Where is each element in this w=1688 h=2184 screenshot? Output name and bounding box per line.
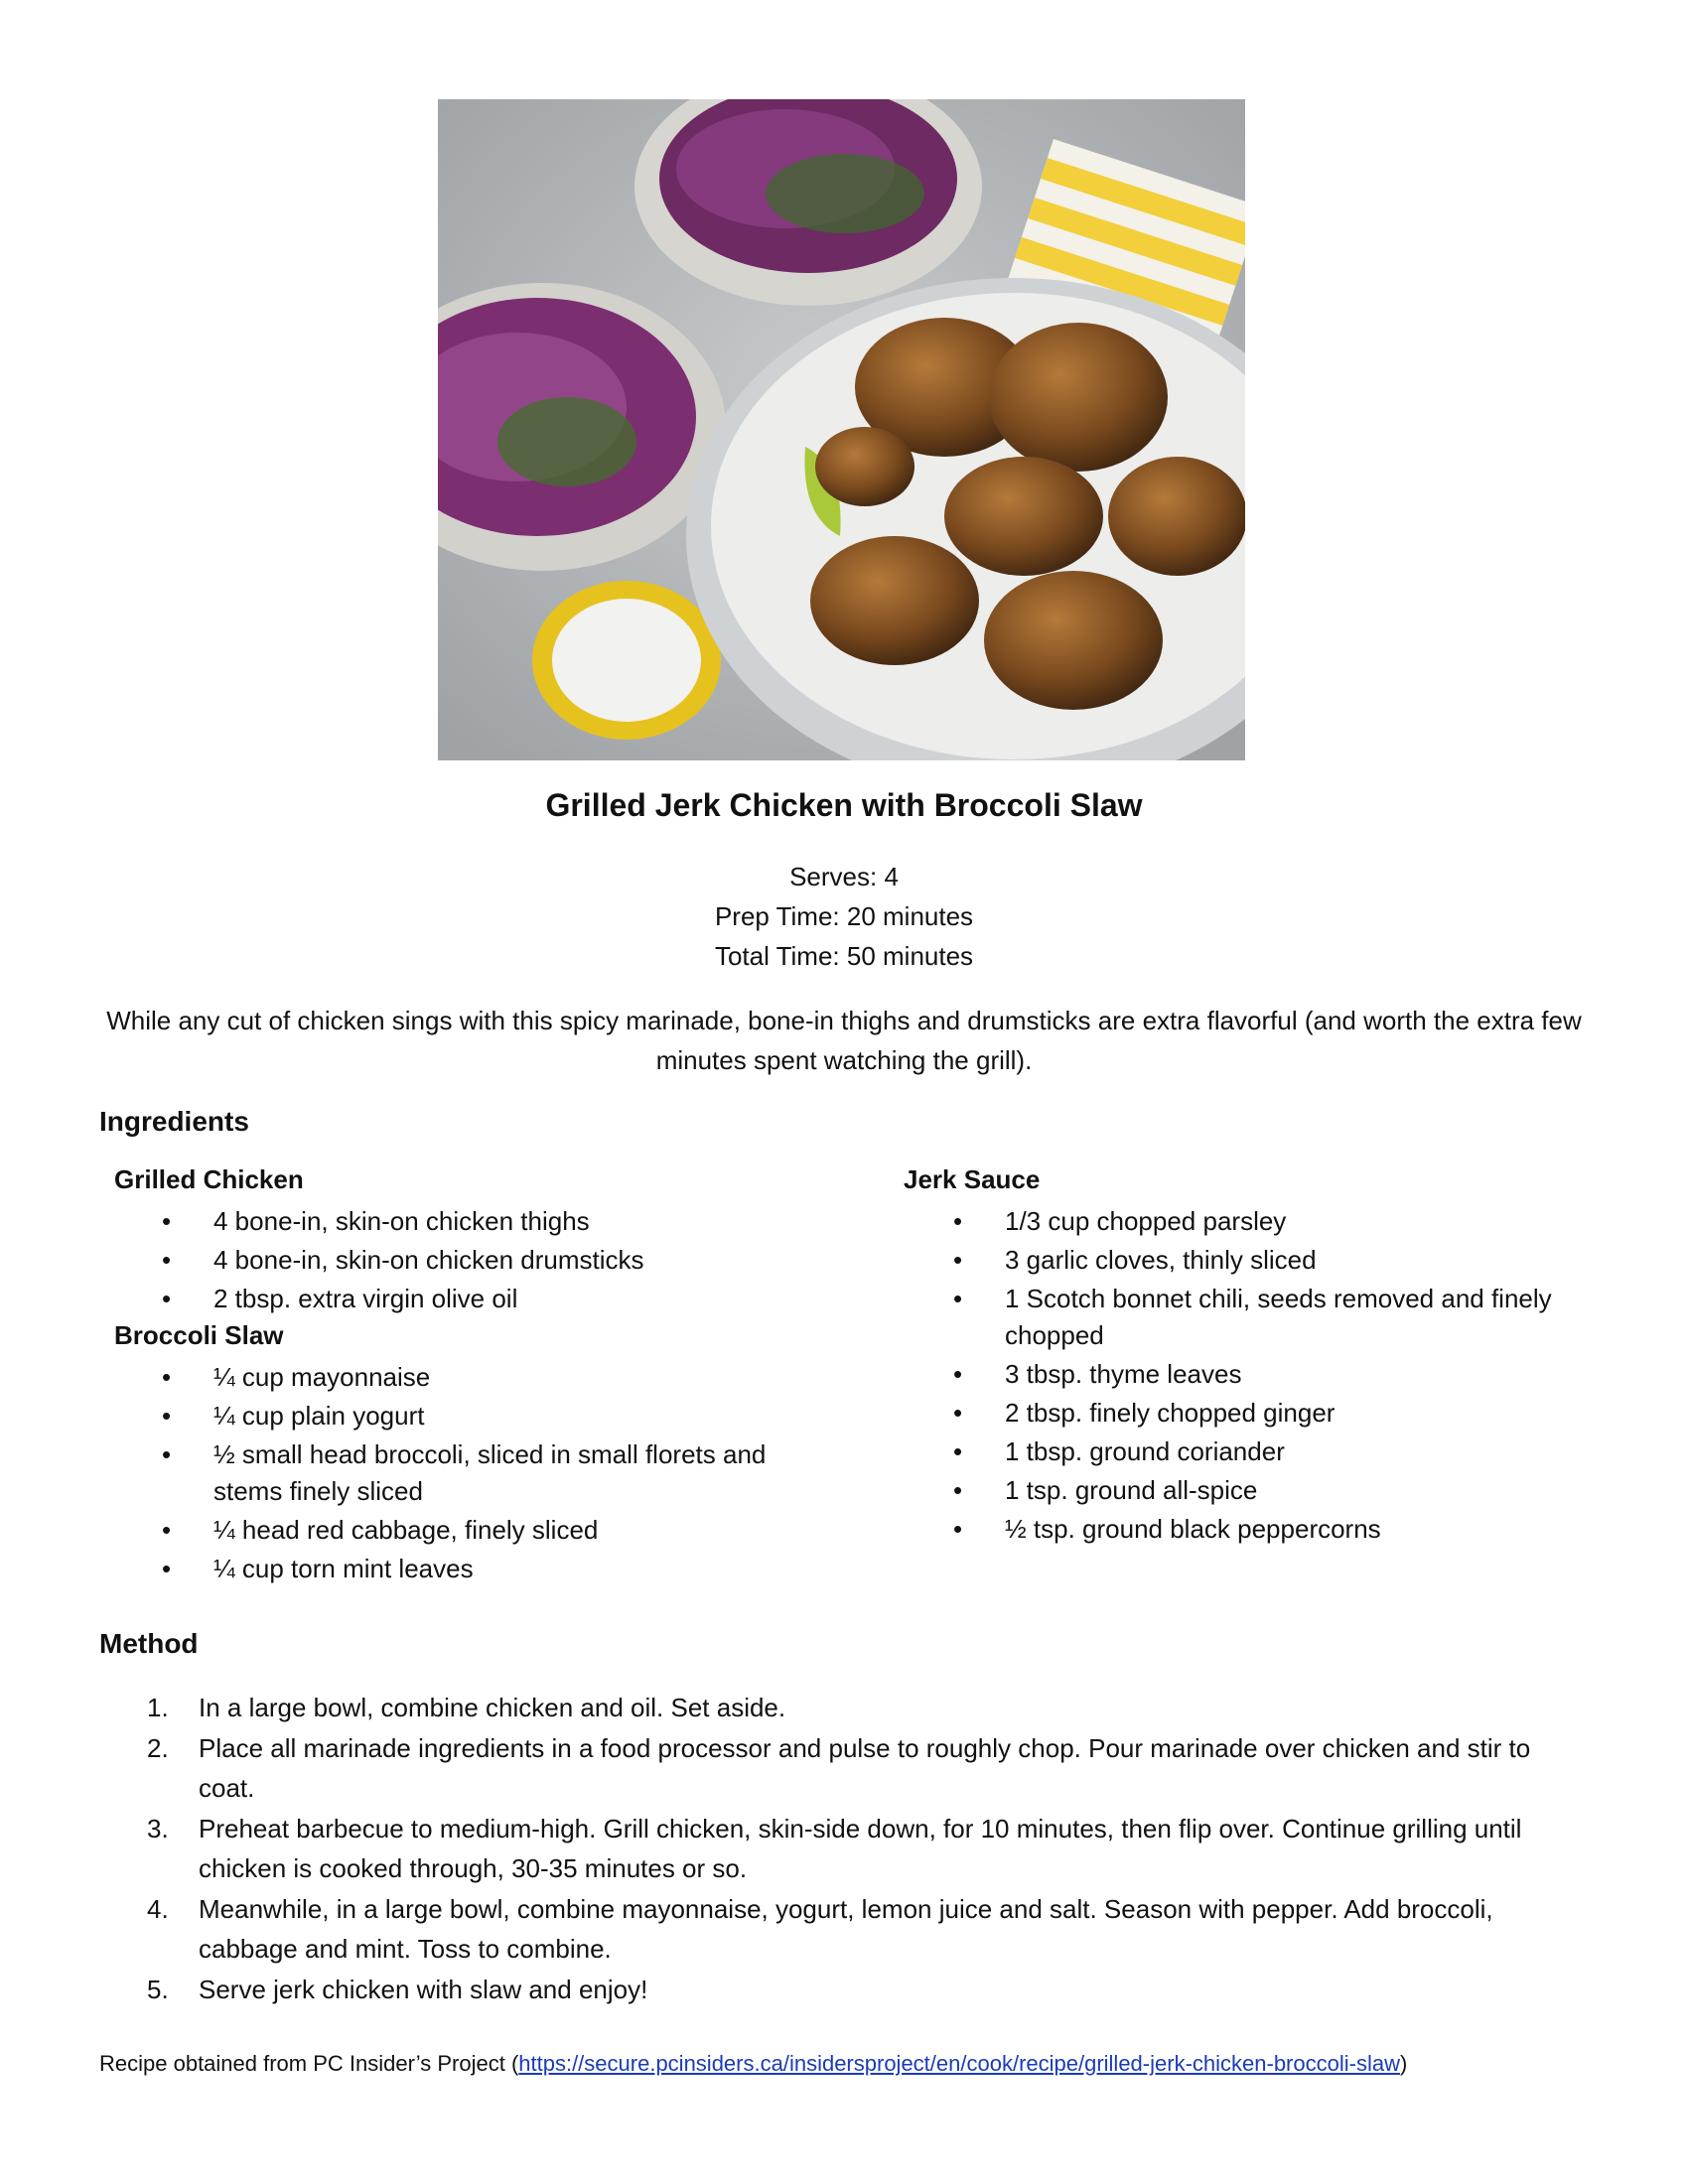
- list-item: • 3 garlic cloves, thinly sliced: [953, 1242, 1569, 1279]
- grilled-chicken-list: [162, 1203, 817, 1319]
- list-item: • 1 tbsp. ground coriander: [953, 1433, 1569, 1470]
- list-item: • 1 tsp. ground all-spice: [953, 1472, 1569, 1509]
- method-step: [147, 1970, 1577, 2009]
- method-steps: [147, 1688, 1577, 2010]
- step-text: In a large bowl, combine chicken and oil. Set aside.: [199, 1693, 786, 1722]
- list-item: • 3 tbsp. thyme leaves: [953, 1356, 1569, 1393]
- intro-text: While any cut of chicken sings with this spicy marinade, bone-in thighs and drumsticks are extra flavorful (and worth the extra few minutes spent watching the grill).: [106, 1006, 1582, 1075]
- step-number: 5.: [147, 1975, 169, 2004]
- list-item: • ½ small head broccoli, sliced in small florets and stems finely sliced: [162, 1436, 827, 1510]
- bullet: •: [953, 1398, 963, 1428]
- step-number: 2.: [147, 1733, 169, 1763]
- bullet: •: [953, 1436, 963, 1466]
- list-item: • 4 bone-in, skin-on chicken drumsticks: [162, 1242, 817, 1279]
- list-item: • ¼ cup torn mint leaves: [162, 1551, 827, 1587]
- list-item: • 4 bone-in, skin-on chicken thighs: [162, 1203, 817, 1240]
- list-item: • 2 tbsp. finely chopped ginger: [953, 1395, 1569, 1432]
- step-text: Preheat barbecue to medium-high. Grill chicken, skin-side down, for 10 minutes, then flip over. Continue grilling until chicken is cooked through, 30-35 minutes or so.: [199, 1814, 1522, 1883]
- bullet: •: [162, 1362, 172, 1392]
- method-heading: Method: [99, 1628, 199, 1659]
- recipe-title: Grilled Jerk Chicken with Broccoli Slaw: [545, 787, 1143, 823]
- serves: Serves: 4: [789, 862, 899, 891]
- step-number: 3.: [147, 1814, 169, 1843]
- list-item: • ¼ cup mayonnaise: [162, 1359, 827, 1396]
- list-item: • 1/3 cup chopped parsley: [953, 1203, 1569, 1240]
- bullet: •: [162, 1554, 172, 1583]
- list-item: • ¼ head red cabbage, finely sliced: [162, 1512, 827, 1549]
- method-step: [147, 1688, 1577, 1727]
- step-number: 1.: [147, 1693, 169, 1722]
- bullet: •: [953, 1206, 963, 1236]
- step-text: Place all marinade ingredients in a food processor and pulse to roughly chop. Pour marinade over chicken and stir to coat.: [199, 1733, 1531, 1803]
- source-suffix: ): [1399, 2051, 1408, 2076]
- broccoli-slaw-list: [162, 1359, 827, 1589]
- grilled-chicken-heading: Grilled Chicken: [114, 1164, 304, 1194]
- step-text: Serve jerk chicken with slaw and enjoy!: [199, 1975, 648, 2004]
- source-credit: [99, 2051, 1407, 2077]
- total-time: Total Time: 50 minutes: [714, 941, 974, 971]
- jerk-sauce-list: [953, 1203, 1569, 1550]
- source-link[interactable]: https://secure.pcinsiders.ca/insidersproject/en/cook/recipe/grilled-jerk-chicken-broccoli-slaw: [518, 2051, 1400, 2076]
- step-number: 4.: [147, 1894, 169, 1924]
- bullet: •: [953, 1359, 963, 1389]
- recipe-photo: [438, 99, 1245, 760]
- bullet: •: [953, 1514, 963, 1544]
- jerk-sauce-heading: Jerk Sauce: [904, 1164, 1041, 1194]
- step-text: Meanwhile, in a large bowl, combine mayonnaise, yogurt, lemon juice and salt. Season with pepper. Add broccoli, cabbage and mint. Toss to combine.: [199, 1894, 1493, 1964]
- broccoli-slaw-heading: Broccoli Slaw: [114, 1320, 284, 1350]
- list-item: • 2 tbsp. extra virgin olive oil: [162, 1281, 817, 1317]
- bullet: •: [162, 1401, 172, 1431]
- bullet: •: [953, 1245, 963, 1275]
- method-step: [147, 1728, 1577, 1808]
- list-item: • ¼ cup plain yogurt: [162, 1398, 827, 1434]
- source-prefix: Recipe obtained from PC Insider’s Project (: [99, 2051, 519, 2076]
- bullet: •: [162, 1284, 172, 1313]
- bullet: •: [162, 1206, 172, 1236]
- bullet: •: [953, 1284, 963, 1313]
- prep-time: Prep Time: 20 minutes: [714, 901, 974, 931]
- bullet: •: [162, 1245, 172, 1275]
- ingredients-heading: Ingredients: [99, 1106, 249, 1137]
- bullet: •: [162, 1439, 172, 1469]
- method-step: [147, 1889, 1577, 1969]
- bullet: •: [162, 1515, 172, 1545]
- list-item: • 1 Scotch bonnet chili, seeds removed and finely chopped: [953, 1281, 1569, 1354]
- bullet: •: [953, 1475, 963, 1505]
- method-step: [147, 1809, 1577, 1888]
- list-item: • ½ tsp. ground black peppercorns: [953, 1511, 1569, 1548]
